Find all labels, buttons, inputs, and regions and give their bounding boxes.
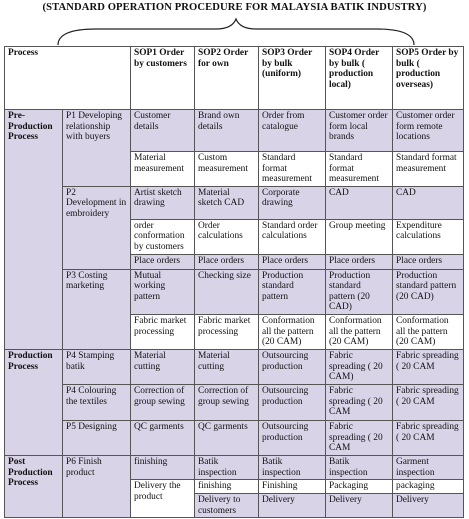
stage-post-production: Post Production Process: [5, 455, 63, 517]
table-cell: Material cutting: [195, 349, 259, 384]
table-cell: Material sketch CAD: [195, 186, 259, 219]
table-cell: Finishing: [259, 480, 326, 494]
table-cell: Material cutting: [131, 349, 195, 384]
table-cell: Fabric market processing: [131, 314, 195, 349]
table-row: [5, 269, 464, 314]
header-sop1: SOP1 Order by customers: [131, 47, 195, 110]
table-cell: CAD: [326, 186, 393, 219]
table-row: [5, 349, 464, 384]
table-cell: Checking size: [195, 269, 259, 314]
table-cell: Brand own details: [195, 110, 259, 152]
table-cell: Standard order calculations: [259, 219, 326, 254]
table-cell: Customer details: [131, 110, 195, 152]
table-cell: Garment inspection: [393, 455, 464, 479]
table-row: [5, 455, 464, 479]
table-cell: Standard format measurement: [326, 152, 393, 187]
table-cell: Customer order form remote locations: [393, 110, 464, 152]
table-cell: order conformation by customers: [131, 219, 195, 254]
table-cell: finishing: [195, 480, 259, 494]
table-cell: Fabric spreading ( 20 CAM: [393, 384, 464, 420]
table-cell: CAD: [393, 186, 464, 219]
table-cell: Order calculations: [195, 219, 259, 254]
table-cell: Expenditure calculations: [393, 219, 464, 254]
header-sop4: SOP4 Order by bulk ( production local): [326, 47, 393, 110]
table-cell: Place orders: [393, 254, 464, 269]
table-cell: Conformation all the pattern (20 CAM): [393, 314, 464, 349]
table-cell: Fabric spreading ( 20 CAM: [393, 420, 464, 455]
table-cell: Delivery: [259, 494, 326, 518]
table-cell: Corporate drawing: [259, 186, 326, 219]
header-sop2: SOP2 Order for own: [195, 47, 259, 110]
table-row: [5, 110, 464, 152]
table-cell: Outsourcing production: [259, 349, 326, 384]
header-sop3: SOP3 Order by bulk (uniform): [259, 47, 326, 110]
process-p6: P6 Finish product: [63, 455, 131, 517]
table-cell: packaging: [393, 480, 464, 494]
table-cell: Conformation all the pattern (20 CAM): [326, 314, 393, 349]
stage-pre-production: Pre- Production Process: [5, 110, 63, 350]
table-cell: Fabric spreading ( 20 CAM: [326, 420, 393, 455]
table-cell: Production standard pattern: [259, 269, 326, 314]
table-cell: Batik inspection: [195, 455, 259, 479]
brace-decoration: [56, 17, 416, 47]
document-title: (STANDARD OPERATION PROCEDURE FOR MALAYSIA BATIK INDUSTRY): [42, 2, 427, 13]
table-cell: Mutual working pattern: [131, 269, 195, 314]
table-cell: QC garments: [195, 420, 259, 455]
table-cell: Place orders: [131, 254, 195, 269]
table-cell: Outsourcing production: [259, 420, 326, 455]
table-cell: Fabric spreading ( 20 CAM: [393, 349, 464, 384]
header-process: Process: [5, 47, 131, 110]
table-cell: finishing: [131, 455, 195, 479]
table-cell: Packaging: [326, 480, 393, 494]
table-cell: Fabric market processing: [195, 314, 259, 349]
table-cell: Group meeting: [326, 219, 393, 254]
table-cell: Delivery the product: [131, 480, 195, 518]
header-sop5: SOP5 Order by bulk ( production overseas): [393, 47, 464, 110]
process-p5: P5 Designing: [63, 420, 131, 455]
process-p4-colouring: P4 Colouring the textiles: [63, 384, 131, 420]
table-cell: Correction of group sewing: [195, 384, 259, 420]
table-cell: Production standard pattern (20 CAD): [393, 269, 464, 314]
stage-production: Production Process: [5, 349, 63, 455]
table-cell: Order from catalogue: [259, 110, 326, 152]
table-cell: Custom measurement: [195, 152, 259, 187]
process-p1: P1 Developing relationship with buyers: [63, 110, 131, 187]
table-cell: Delivery: [326, 494, 393, 518]
process-p4-stamping: P4 Stamping batik: [63, 349, 131, 384]
table-cell: QC garments: [131, 420, 195, 455]
sop-table: [4, 46, 464, 518]
table-cell: Delivery: [393, 494, 464, 518]
table-cell: Batik inspection: [326, 455, 393, 479]
table-cell: Fabric spreading ( 20 CAM: [326, 384, 393, 420]
table-cell: Place orders: [195, 254, 259, 269]
table-cell: Conformation all the pattern (20 CAM): [259, 314, 326, 349]
header-row: [5, 47, 464, 110]
table-cell: Production standard pattern (20 CAD): [326, 269, 393, 314]
table-cell: Batik inspection: [259, 455, 326, 479]
table-cell: Place orders: [259, 254, 326, 269]
table-cell: Standard format measurement: [259, 152, 326, 187]
table-cell: Material measurement: [131, 152, 195, 187]
table-cell: Standard format measurement: [393, 152, 464, 187]
table-row: [5, 384, 464, 420]
table-cell: Artist sketch drawing: [131, 186, 195, 219]
process-p3: P3 Costing marketing: [63, 269, 131, 349]
process-p2: P2 Development in embroidery: [63, 186, 131, 269]
table-row: [5, 186, 464, 219]
table-cell: Customer order form local brands: [326, 110, 393, 152]
table-row: [5, 420, 464, 455]
table-cell: Correction of group sewing: [131, 384, 195, 420]
table-cell: Place orders: [326, 254, 393, 269]
table-cell: Delivery to customers: [195, 494, 259, 518]
table-cell: Fabric spreading ( 20 CAM): [326, 349, 393, 384]
table-cell: Outsourcing production: [259, 384, 326, 420]
